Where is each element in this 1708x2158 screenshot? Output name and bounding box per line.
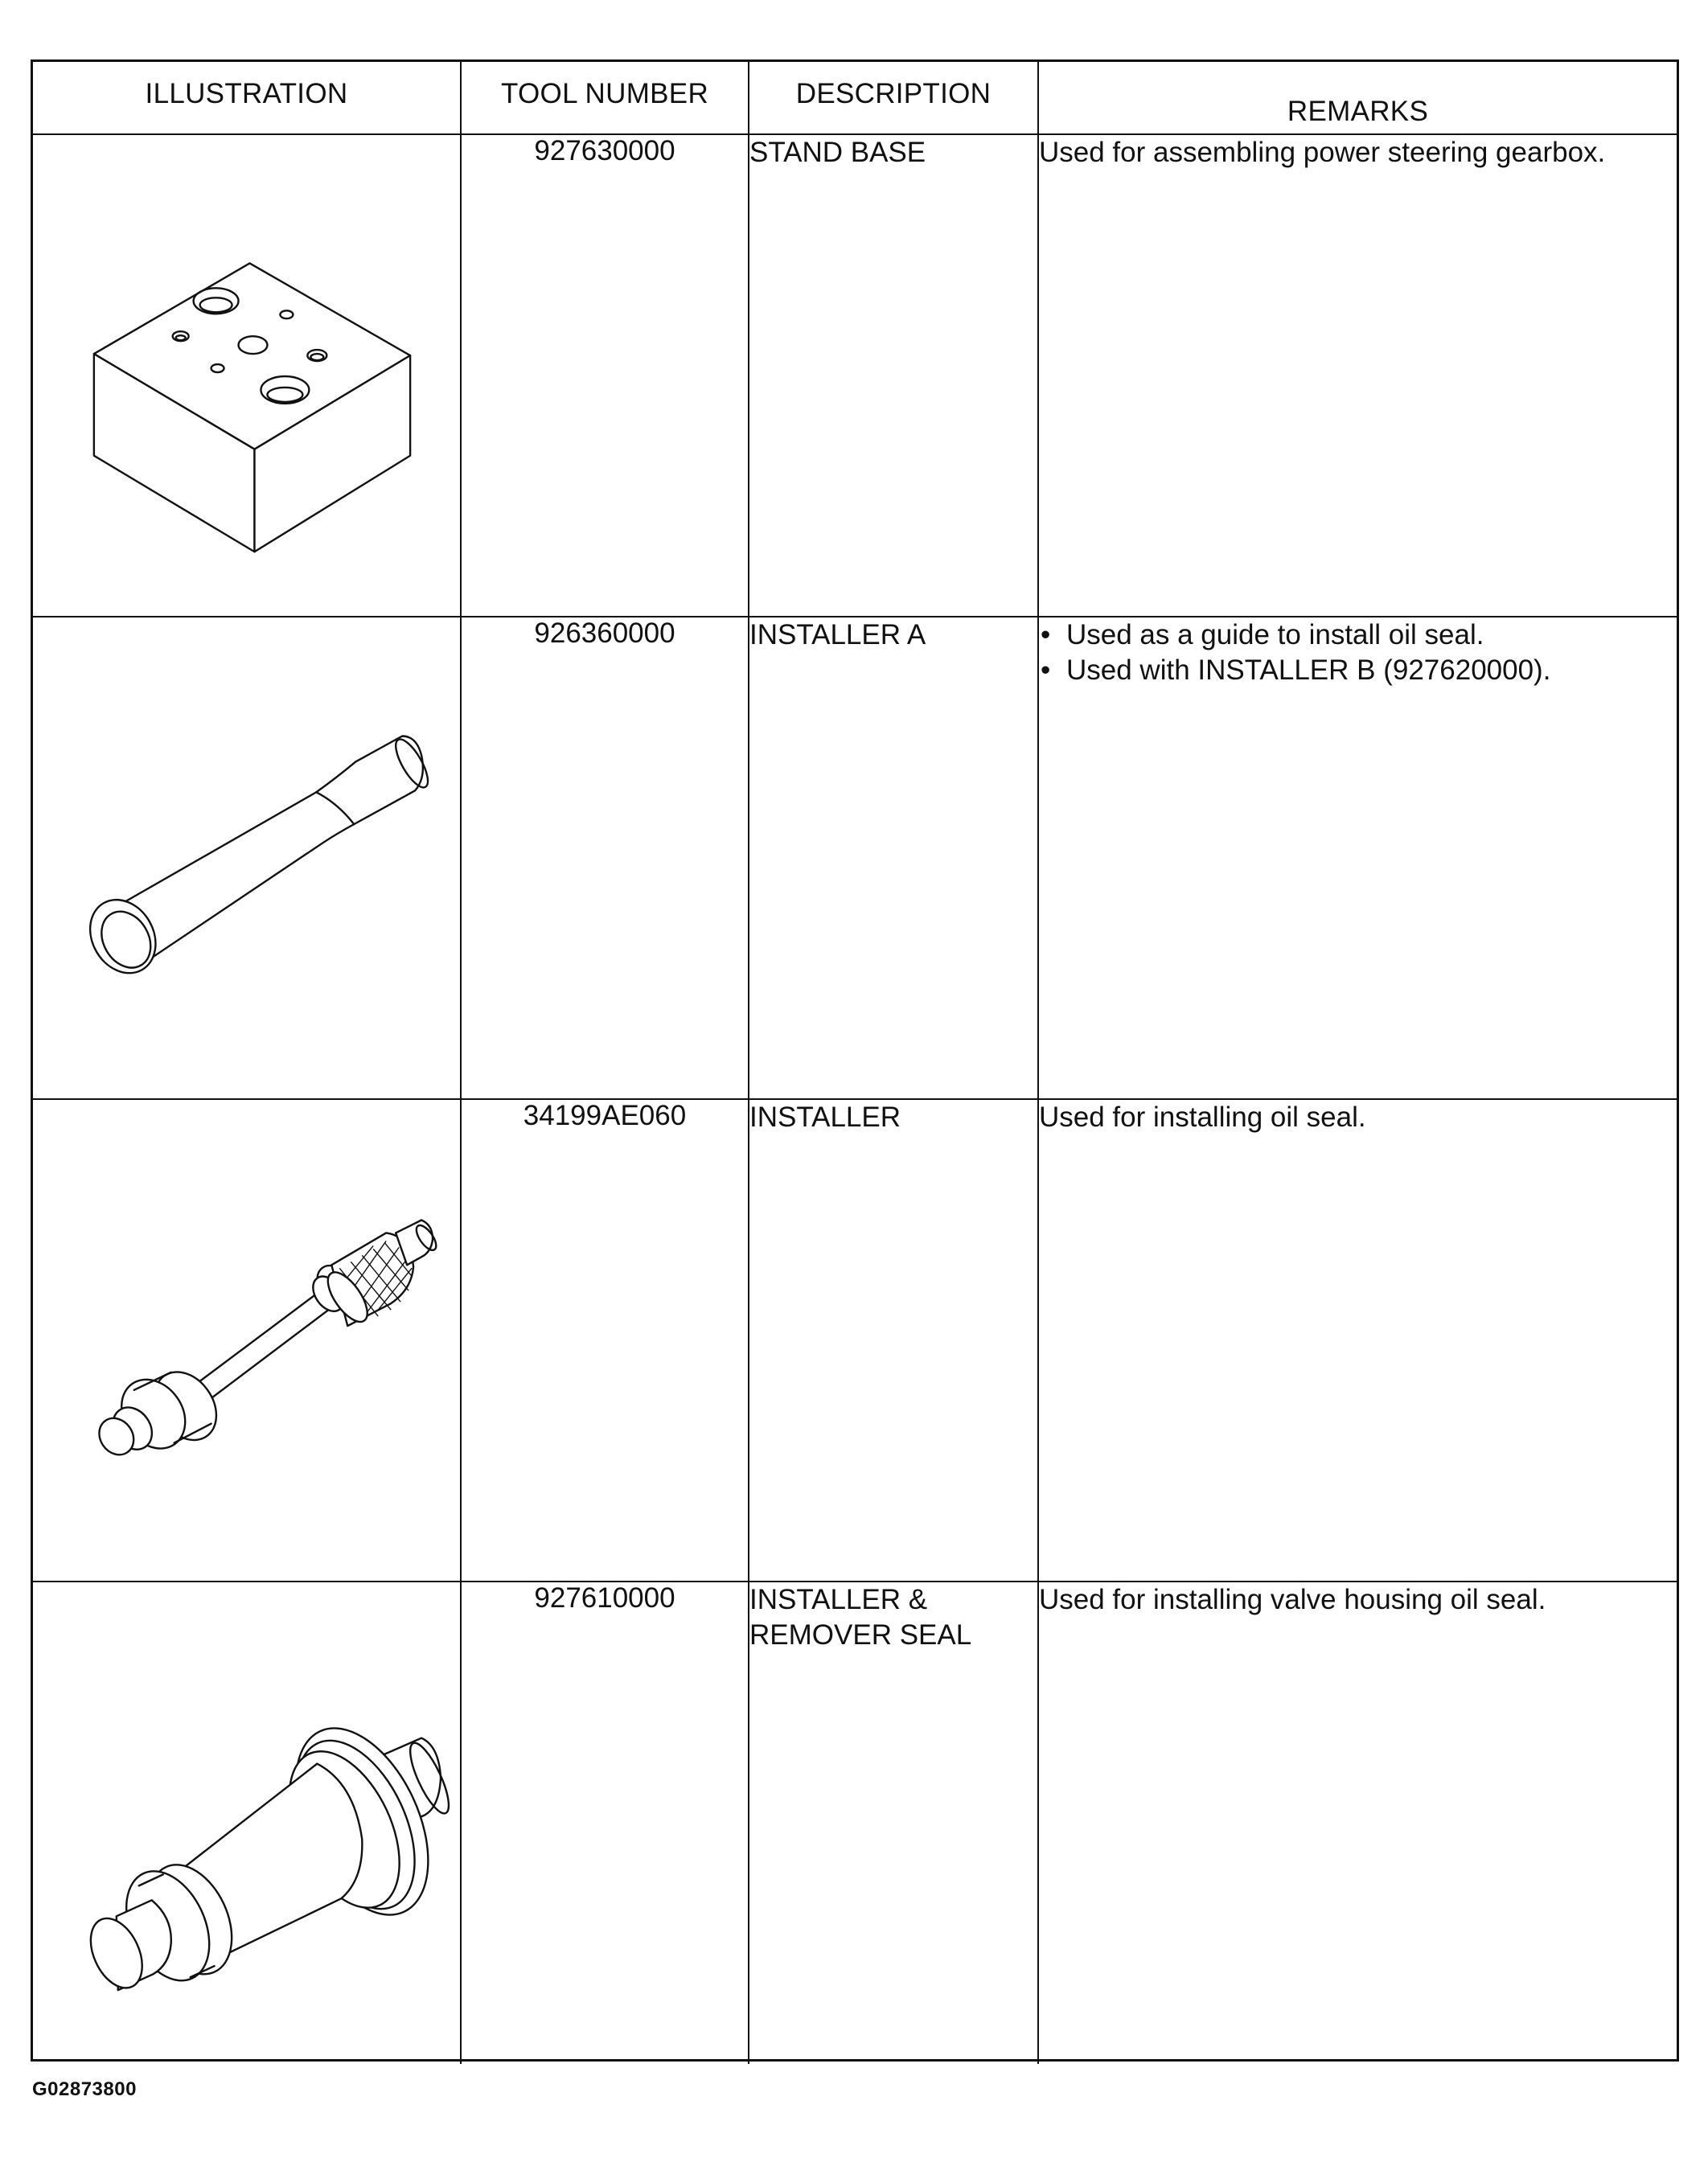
illustration-cell (33, 1099, 461, 1582)
illustration-cell (33, 617, 461, 1099)
description-cell: STAND BASE (749, 134, 1038, 617)
description-cell: INSTALLER & REMOVER SEAL (749, 1582, 1038, 2064)
special-tools-table-frame (31, 59, 1679, 2062)
tool-number-cell: 927630000 (461, 134, 749, 617)
description-cell: INSTALLER A (749, 617, 1038, 1099)
header-illustration: ILLUSTRATION (33, 62, 461, 134)
figure-code: G02873800 (32, 2078, 137, 2100)
table-row (33, 134, 1677, 617)
header-tool-number: TOOL NUMBER (461, 62, 749, 134)
tool-number-cell: 34199AE060 (461, 1099, 749, 1582)
description-cell: INSTALLER (749, 1099, 1038, 1582)
illustration-cell (33, 1582, 461, 2064)
installer-shaft-knurled-icon (33, 1100, 460, 1581)
remarks-cell: Used for assembling power steering gearbox. (1038, 134, 1677, 617)
remarks-list-item: • Used with INSTALLER B (927620000). (1039, 653, 1677, 688)
remarks-cell: Used for installing valve housing oil seal. (1038, 1582, 1677, 2064)
installer-remover-seal-icon (33, 1582, 460, 2064)
tool-number-cell: 926360000 (461, 617, 749, 1099)
table-row (33, 1099, 1677, 1582)
illustration-cell (33, 134, 461, 617)
table-header-row (33, 62, 1677, 134)
special-tools-table (33, 62, 1677, 2064)
table-row (33, 1582, 1677, 2064)
header-remarks: REMARKS (1038, 62, 1677, 134)
remarks-list (1039, 617, 1677, 688)
stand-base-block-icon (33, 135, 460, 616)
header-description: DESCRIPTION (749, 62, 1038, 134)
installer-a-tapered-cylinder-icon (33, 617, 460, 1098)
remarks-cell: Used for installing oil seal. (1038, 1099, 1677, 1582)
remarks-list-item: • Used as a guide to install oil seal. (1039, 617, 1677, 653)
tool-number-cell: 927610000 (461, 1582, 749, 2064)
remarks-cell (1038, 617, 1677, 1099)
table-row (33, 617, 1677, 1099)
